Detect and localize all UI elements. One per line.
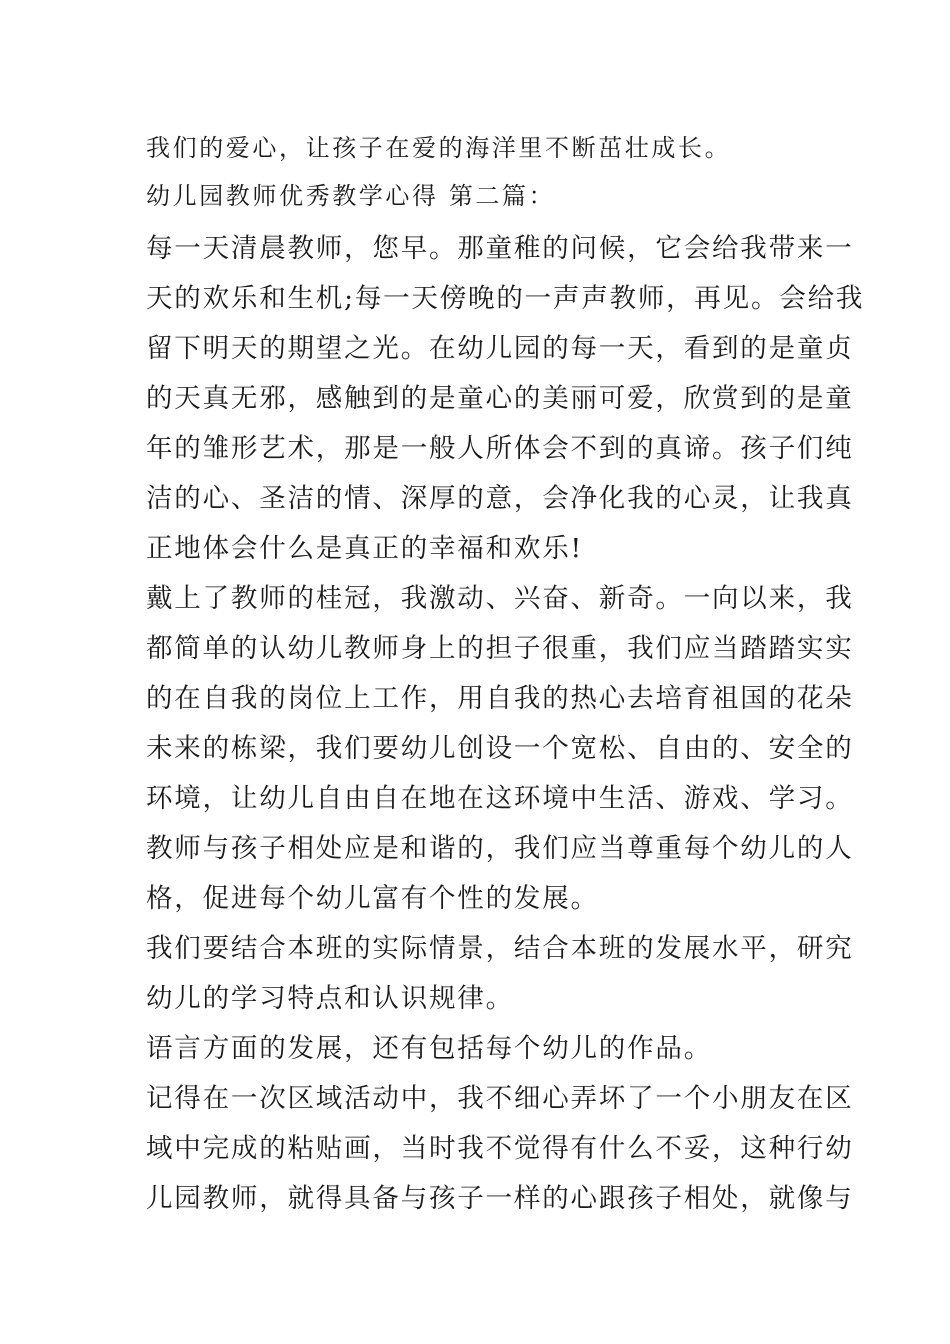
paragraph-line: 我们的爱心，让孩子在爱的海洋里不断茁壮成长。 (146, 134, 732, 162)
paragraph-line: 幼儿的学习特点和认识规律。 (146, 983, 514, 1014)
section-heading: 幼儿园教师优秀教学心得 第二篇： (146, 182, 556, 210)
paragraph-line: 环境，让幼儿自由自在地在这环境中生活、游戏、学习。 (146, 783, 854, 814)
paragraph-line: 天的欢乐和生机;每一天傍晚的一声声教师，再见。会给我 (146, 283, 865, 314)
paragraph-line: 记得在一次区域活动中，我不细心弄坏了一个小朋友在区 (146, 1083, 854, 1114)
paragraph-line: 教师与孩子相处应是和谐的，我们应当尊重每个幼儿的人 (146, 833, 854, 864)
paragraph-line: 儿园教师，就得具备与孩子一样的心跟孩子相处，就像与 (146, 1183, 854, 1214)
paragraph-line: 每一天清晨教师，您早。那童稚的问候，它会给我带来一 (146, 233, 854, 264)
paragraph-line: 戴上了教师的桂冠，我激动、兴奋、新奇。一向以来，我 (146, 583, 854, 614)
paragraph-line: 未来的栋梁，我们要幼儿创设一个宽松、自由的、安全的 (146, 733, 854, 764)
paragraph-line: 洁的心、圣洁的情、深厚的意，会净化我的心灵，让我真 (146, 483, 854, 514)
paragraph-line: 留下明天的期望之光。在幼儿园的每一天，看到的是童贞 (146, 333, 854, 364)
paragraph-line: 的天真无邪，感触到的是童心的美丽可爱，欣赏到的是童 (146, 383, 854, 414)
paragraph-line: 我们要结合本班的实际情景，结合本班的发展水平，研究 (146, 933, 854, 964)
paragraph-line: 格，促进每个幼儿富有个性的发展。 (146, 883, 599, 914)
paragraph-line: 的在自我的岗位上工作，用自我的热心去培育祖国的花朵 (146, 683, 854, 714)
paragraph-line: 语言方面的发展，还有包括每个幼儿的作品。 (146, 1033, 712, 1064)
paragraph-line: 正地体会什么是真正的幸福和欢乐! (146, 533, 583, 564)
paragraph-line: 年的雏形艺术，那是一般人所体会不到的真谛。孩子们纯 (146, 433, 854, 464)
paragraph-line: 域中完成的粘贴画，当时我不觉得有什么不妥，这种行幼 (146, 1133, 854, 1164)
paragraph-line: 都简单的认幼儿教师身上的担子很重，我们应当踏踏实实 (146, 633, 854, 664)
